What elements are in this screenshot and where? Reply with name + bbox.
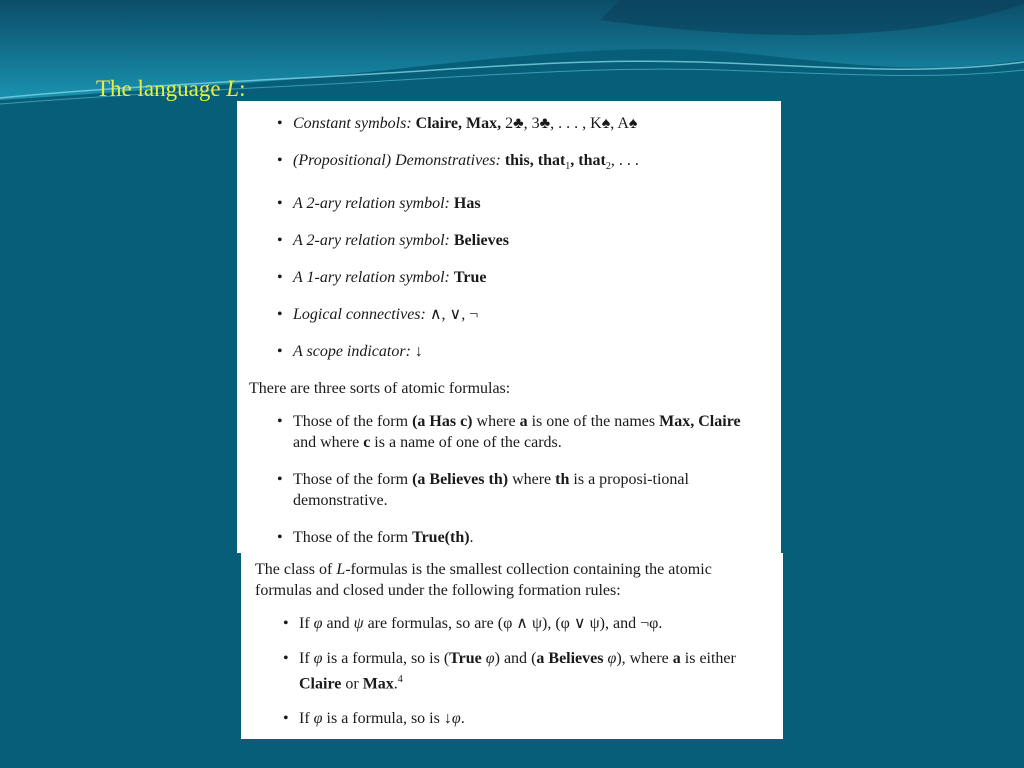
formation-rule-list	[255, 613, 767, 729]
formation-intro: The class of L-formulas is the smallest collection containing the atomic formulas and closed under the following formation rules:	[255, 561, 712, 599]
list-item: • A 1-ary relation symbol: True	[249, 267, 763, 288]
slide-title: The language L:	[96, 76, 246, 101]
list-item: • Logical connectives: ∧, ∨, ¬	[249, 304, 763, 325]
list-item: • A 2-ary relation symbol: Believes	[249, 230, 763, 251]
list-item: • Those of the form True(th).	[249, 527, 763, 548]
list-item: • Those of the form (a Believes th) where th is a proposi-tional demonstrative.	[249, 469, 763, 511]
footnote-marker: 4	[397, 674, 403, 685]
language-definition-panel	[237, 101, 781, 553]
symbol-list	[249, 113, 763, 362]
list-item: • Constant symbols: Claire, Max, 2♣, 3♣, . . . , K♠, A♠	[249, 113, 763, 134]
list-item: • If φ is a formula, so is (True φ) and (a Believes φ), where a is either Claire or Max.$^4$	[255, 648, 767, 694]
list-item: • If φ is a formula, so is ↓φ.	[255, 708, 767, 729]
list-item: • Those of the form (a Has c) where a is one of the names Max, Claire and where c is a name of one of the cards.	[249, 411, 763, 453]
list-item: • (Propositional) Demonstratives: this, that$_1$, that$_2$, . . .	[249, 150, 763, 177]
language-symbol: L	[226, 76, 240, 101]
list-item: • A scope indicator: ↓	[249, 341, 763, 362]
formation-rules-panel	[241, 553, 783, 739]
list-item: • A 2-ary relation symbol: Has	[249, 193, 763, 214]
list-item: • If φ and ψ are formulas, so are (φ ∧ ψ), (φ ∨ ψ), and ¬φ.	[255, 613, 767, 634]
atomic-formula-list	[249, 411, 763, 548]
atomic-intro: There are three sorts of atomic formulas:	[249, 380, 511, 398]
